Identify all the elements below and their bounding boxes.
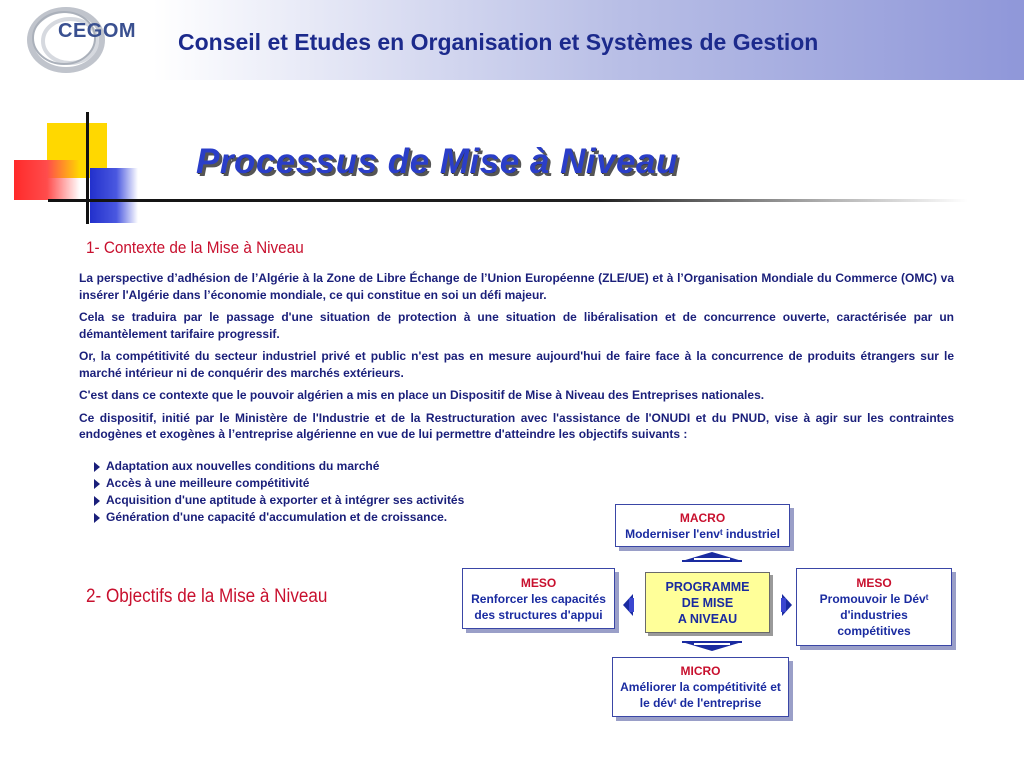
list-item-text: Acquisition d'une aptitude à exporter et à intégrer ses activités bbox=[106, 493, 465, 507]
header-bar bbox=[0, 0, 1024, 80]
meso-left-box bbox=[462, 568, 615, 629]
header-title: Conseil et Etudes en Organisation et Systèmes de Gestion bbox=[178, 29, 819, 55]
decor-horizontal-line bbox=[48, 199, 968, 202]
micro-text: Améliorer la compétitivité et bbox=[620, 680, 781, 694]
triangle-bullet-icon bbox=[94, 496, 100, 506]
list-item-text: Génération d'une capacité d'accumulation et de croissance. bbox=[106, 510, 448, 524]
arrow-right-icon bbox=[780, 592, 794, 618]
decor-red-square bbox=[14, 160, 80, 200]
paragraph: Cela se traduira par le passage d'une situation de protection à une situation de libéralisation et de concurrence ouverte, caractérisée par un démantèlement tarifaire progressif. bbox=[79, 310, 954, 341]
macro-box bbox=[615, 504, 790, 547]
decor-vertical-line bbox=[86, 112, 89, 224]
list-item bbox=[94, 475, 464, 492]
paragraph: C'est dans ce contexte que le pouvoir algérien a mis en place un Dispositif de Mise à Niveau des Entreprises nationales. bbox=[79, 388, 765, 402]
meso-right-text: d'industries bbox=[840, 608, 908, 622]
section2-title: 2- Objectifs de la Mise à Niveau bbox=[86, 586, 328, 607]
micro-box bbox=[612, 657, 789, 717]
programme-text: PROGRAMME bbox=[665, 579, 750, 594]
micro-text: le dévᵗ de l'entreprise bbox=[639, 696, 762, 710]
macro-text: Moderniser l'envᵗ industriel bbox=[625, 526, 780, 541]
meso-left-text: des structures d'appui bbox=[474, 607, 603, 622]
decor-blue-square bbox=[90, 168, 138, 223]
context-text bbox=[79, 270, 954, 449]
arrow-down-icon bbox=[680, 640, 744, 654]
main-title: Processus de Mise à Niveau bbox=[196, 142, 678, 181]
paragraph: Or, la compétitivité du secteur industriel privé et public n'est pas en mesure aujourd'hui de faire face à la concurrence de produits étrangers sur le marché intérieur ni de conquérir des marchés extérieurs. bbox=[79, 349, 954, 380]
meso-right-tag: MESO bbox=[856, 576, 892, 590]
list-item bbox=[94, 492, 464, 509]
meso-right-text: Promouvoir le Dévᵗ bbox=[819, 592, 929, 606]
programme-text: DE MISE bbox=[681, 595, 734, 610]
meso-left-text: Renforcer les capacités bbox=[471, 591, 606, 606]
programme-box bbox=[645, 572, 770, 633]
meso-left-tag: MESO bbox=[520, 575, 557, 590]
list-item bbox=[94, 509, 464, 526]
section1-title: 1- Contexte de la Mise à Niveau bbox=[86, 238, 304, 257]
triangle-bullet-icon bbox=[94, 513, 100, 523]
micro-tag: MICRO bbox=[680, 664, 721, 678]
paragraph: La perspective d’adhésion de l’Algérie à la Zone de Libre Échange de l’Union Européenne (ZLE/UE) et à l’Organisation Mondiale du Commerce (OMC) va insérer l'Algérie dans l’économie mondiale, ce qui constitue en soi un défi majeur. bbox=[79, 271, 954, 302]
triangle-bullet-icon bbox=[94, 462, 100, 472]
list-item-text: Adaptation aux nouvelles conditions du marché bbox=[106, 459, 380, 473]
triangle-bullet-icon bbox=[94, 479, 100, 489]
meso-right-text: compétitives bbox=[837, 624, 911, 638]
list-item bbox=[94, 458, 464, 475]
list-item-text: Accès à une meilleure compétitivité bbox=[106, 476, 310, 490]
meso-right-box bbox=[796, 568, 952, 646]
macro-tag: MACRO bbox=[679, 510, 726, 525]
paragraph: Ce dispositif, initié par le Ministère de l'Industrie et de la Restructuration avec l'assistance de l'ONUDI et du PNUD, vise à agir sur les contraintes endogènes et exogènes à l’entreprise algérienne en vue de lui permettre d'atteindre les objectifs suivants : bbox=[79, 410, 954, 441]
programme-text: A NIVEAU bbox=[677, 611, 738, 626]
arrow-up-icon bbox=[680, 549, 744, 563]
logo-text: CEGOM bbox=[58, 20, 137, 42]
objectives-list bbox=[94, 458, 464, 526]
arrow-left-icon bbox=[621, 592, 635, 618]
